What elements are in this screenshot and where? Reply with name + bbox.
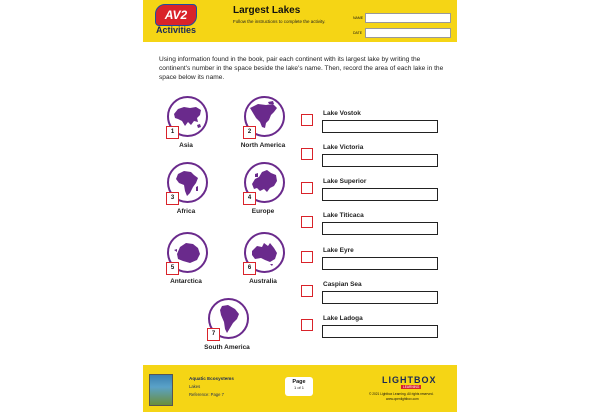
name-field[interactable] [365, 13, 451, 23]
lake-name: Lake Vostok [323, 110, 361, 117]
website-link[interactable]: www.openlightbox.com [386, 397, 419, 401]
continent-label: North America [240, 142, 286, 149]
continent-label: Australia [249, 278, 277, 285]
footer-bar [143, 365, 457, 412]
lake-area-field[interactable] [322, 188, 438, 201]
lake-area-field[interactable] [322, 120, 438, 133]
book-cover-image [149, 374, 173, 406]
continent-number-box: 1 [166, 126, 179, 139]
continent-number-answer-box[interactable] [301, 251, 313, 263]
instructions-text: Using information found in the book, pair each continent with its largest lake by writing the continent's number in the space beside the lake's name. Then, record the area of each lake in the space below its name. [159, 56, 444, 81]
lake-name: Lake Victoria [323, 144, 364, 151]
av2-logo [147, 4, 205, 38]
continent-australia [233, 232, 293, 300]
continent-number-box: 2 [243, 126, 256, 139]
page-indicator [285, 377, 313, 396]
lake-name: Lake Ladoga [323, 315, 363, 322]
page-subtitle: Follow the instructions to complete the activity. [233, 19, 326, 24]
lake-area-field[interactable] [322, 325, 438, 338]
continent-label: Antarctica [170, 278, 202, 285]
lake-row-victoria [301, 144, 441, 172]
continent-label: Asia [179, 142, 193, 149]
continent-south-america [197, 298, 257, 366]
continent-label: South America [204, 344, 250, 351]
worksheet-page [143, 0, 457, 412]
lake-area-field[interactable] [322, 222, 438, 235]
page-label: Page [292, 379, 306, 385]
date-label: DATE [353, 31, 363, 35]
continent-asia [156, 96, 216, 164]
lake-area-field[interactable] [322, 154, 438, 167]
continent-north-america [233, 96, 293, 164]
lake-area-field[interactable] [322, 257, 438, 270]
continent-number-box: 7 [207, 328, 220, 341]
lake-area-field[interactable] [322, 291, 438, 304]
continent-number-box: 5 [166, 262, 179, 275]
continent-number-box: 3 [166, 192, 179, 205]
lake-row-vostok [301, 110, 441, 138]
continent-number-answer-box[interactable] [301, 285, 313, 297]
continent-number-answer-box[interactable] [301, 182, 313, 194]
header-bar [143, 0, 457, 42]
lake-row-eyre [301, 247, 441, 275]
continent-number-answer-box[interactable] [301, 148, 313, 160]
continent-africa [156, 162, 216, 230]
continent-label: Africa [176, 208, 196, 215]
continent-number-box: 6 [243, 262, 256, 275]
lake-name: Lake Titicaca [323, 212, 364, 219]
continent-number-box: 4 [243, 192, 256, 205]
continent-number-answer-box[interactable] [301, 319, 313, 331]
page-count: 1 of 1 [293, 385, 304, 390]
lake-name: Lake Eyre [323, 247, 354, 254]
lightbox-learning-tag: LEARNING [403, 385, 420, 389]
name-label: NAME [353, 16, 364, 20]
page-title: Largest Lakes [233, 5, 301, 16]
footer-reference: Reference: Page 7 [189, 392, 224, 397]
copyright-text: © 2021 Lightbox Learning. All rights reserved. [369, 392, 434, 396]
lake-row-caspian [301, 281, 441, 309]
continent-antarctica [156, 232, 216, 300]
lake-row-ladoga [301, 315, 441, 343]
activities-label: Activities [155, 25, 197, 35]
continent-label: Europe [251, 208, 275, 215]
lightbox-logo: LIGHTBOX [382, 375, 437, 385]
footer-book-title: Lakes [189, 384, 201, 389]
lake-name: Lake Superior [323, 178, 367, 185]
av2-logo-mark: AV2 [155, 4, 197, 26]
date-field[interactable] [365, 28, 451, 38]
continent-number-answer-box[interactable] [301, 114, 313, 126]
continent-europe [233, 162, 293, 230]
footer-series-title: Aquatic Ecosystems [189, 376, 234, 381]
lake-name: Caspian Sea [323, 281, 362, 288]
continent-number-answer-box[interactable] [301, 216, 313, 228]
lake-row-titicaca [301, 212, 441, 240]
lake-row-superior [301, 178, 441, 206]
